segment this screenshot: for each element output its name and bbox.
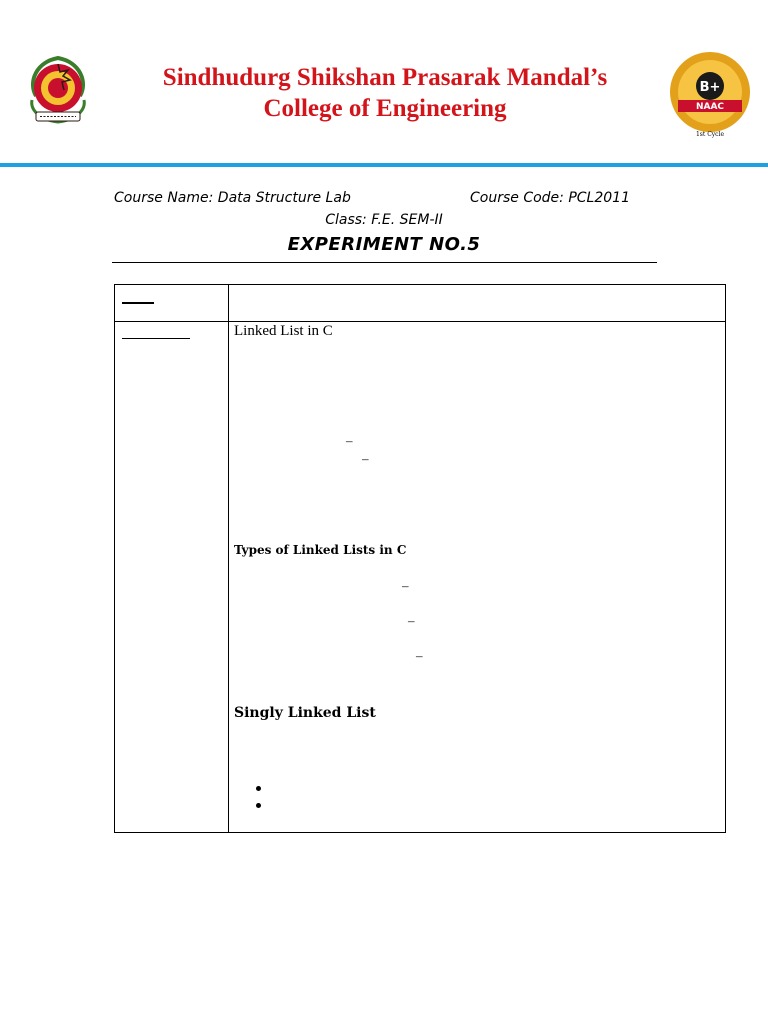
institution-line-2: College of Engineering [263,95,507,122]
course-name: Course Name: Data Structure Lab [114,190,351,206]
college-emblem-icon [22,52,94,128]
course-code: Course Code: PCL2011 [470,190,630,206]
placeholder-dash: – [402,578,409,593]
naac-cycle: 1st Cycle [695,131,725,138]
placeholder-dash: – [362,451,369,466]
header-cell-underline [122,302,154,304]
topic-title: Linked List in C [234,323,333,339]
placeholder-dash: – [416,648,423,663]
class-info: Class: F.E. SEM-II [325,212,443,228]
document-header [0,0,768,170]
naac-badge-icon [664,48,756,140]
placeholder-dash: – [346,433,353,448]
naac-grade: B+ [699,80,721,95]
placeholder-dash: – [408,613,415,628]
title-underline [112,262,657,263]
singly-linked-list-heading: Singly Linked List [234,705,376,721]
column-divider [228,285,229,832]
naac-label: NAAC [695,102,725,112]
institution-line-1: Sindhudurg Shikshan Prasarak Mandal’s [162,64,608,91]
label-cell-underline [122,338,190,339]
experiment-table [114,284,726,833]
list-bullet [256,803,261,808]
list-bullet [256,786,261,791]
header-divider [0,163,768,167]
types-heading: Types of Linked Lists in C [234,543,407,557]
institution-title [110,62,660,124]
experiment-title: EXPERIMENT NO.5 [287,234,481,255]
row-divider [115,321,725,322]
